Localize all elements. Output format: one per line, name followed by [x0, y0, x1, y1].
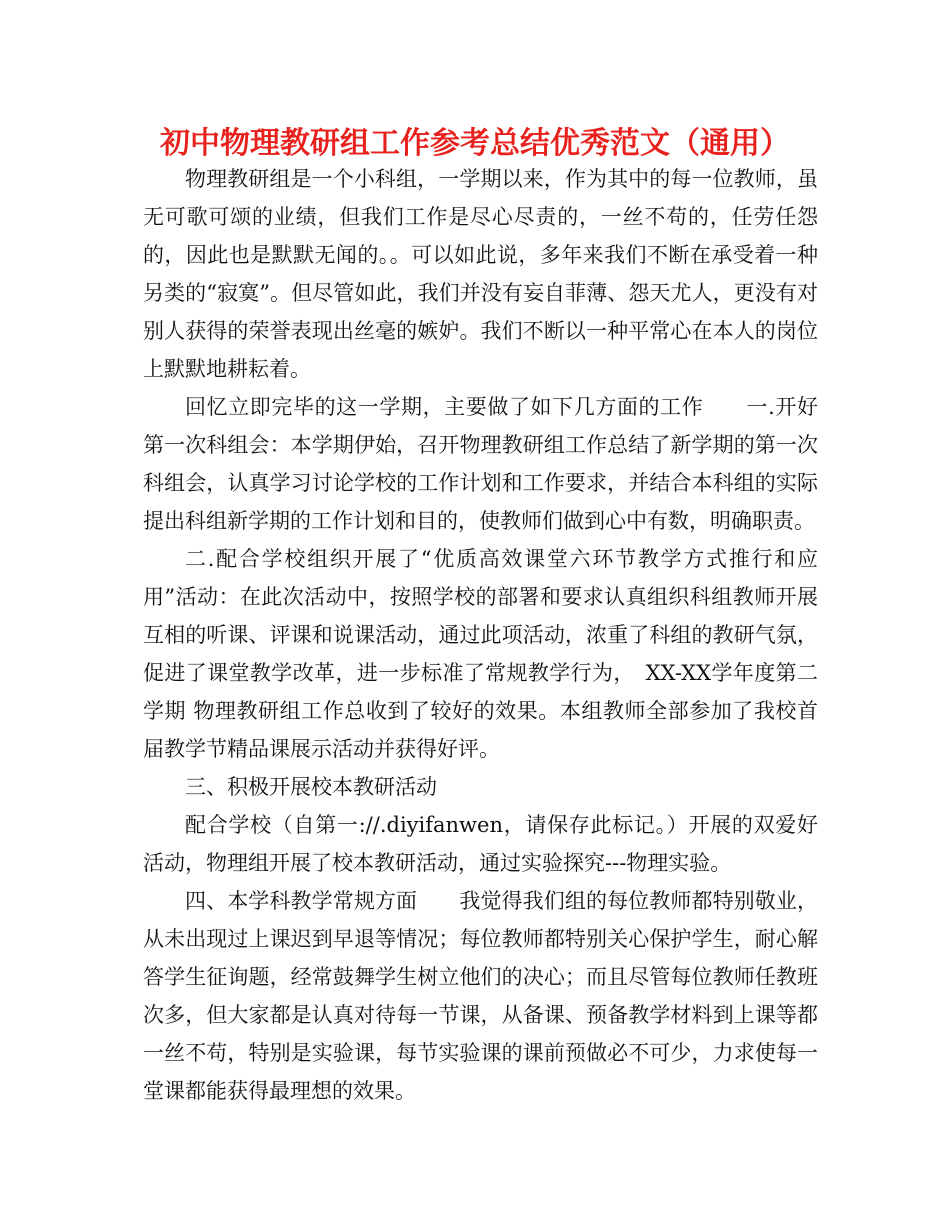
- paragraph-activity: 二.配合学校组织开展了“优质高效课堂六环节教学方式推行和应用”活动：在此次活动中，按照学校的部署和要求认真组织科组教师开展互相的听课、评课和说课活动，通过此项活动，浓重了科组的教研气氛，促进了课堂教学改革，进一步标准了常规教学行为， XX-XX学年度第二学期 物理教研组工作总收到了较好的效果。本组教师全部参加了我校首届教学节精品课展示活动并获得好评。: [143, 547, 818, 761]
- paragraph-teaching-routine: 四、本学科教学常规方面 我觉得我们组的每位教师都特别敬业，从未出现过上课迟到早退等情况；每位教师都特别关心保护学生，耐心解答学生征询题，经常鼓舞学生树立他们的决心；而且尽管每位教师任教班次多，但大家都是认真对待每一节课，从备课、预备教学材料到上课等都一丝不苟，特别是实验课，每节实验课的课前预做必不可少，力求使每一堂课都能获得最理想的效果。: [143, 889, 818, 1103]
- paragraph-school-research: 配合学校（自第一://.diyifanwen，请保存此标记。）开展的双爱好活动，物理组开展了校本教研活动，通过实验探究---物理实验。: [143, 813, 818, 875]
- paragraph-review: 回忆立即完毕的这一学期，主要做了如下几方面的工作 一.开好第一次科组会：本学期伊始，召开物理教研组工作总结了新学期的第一次科组会，认真学习讨论学校的工作计划和工作要求，并结合本科组的实际提出科组新学期的工作计划和目的，使教师们做到心中有数，明确职责。: [143, 395, 818, 533]
- document-body: [143, 160, 818, 1110]
- paragraph-intro: 物理教研组是一个小科组，一学期以来，作为其中的每一位教师，虽无可歌可颂的业绩，但我们工作是尽心尽责的，一丝不苟的，任劳任怨的，因此也是默默无闻的。。可以如此说，多年来我们不断在承受着一种另类的“寂寞”。但尽管如此，我们并没有妄自菲薄、怨天尤人，更没有对别人获得的荣誉表现出丝毫的嫉妒。我们不断以一种平常心在本人的岗位上默默地耕耘着。: [143, 167, 818, 381]
- section-heading-school-research: 三、积极开展校本教研活动: [185, 775, 437, 799]
- document-title: 初中物理教研组工作参考总结优秀范文（通用）: [160, 126, 790, 161]
